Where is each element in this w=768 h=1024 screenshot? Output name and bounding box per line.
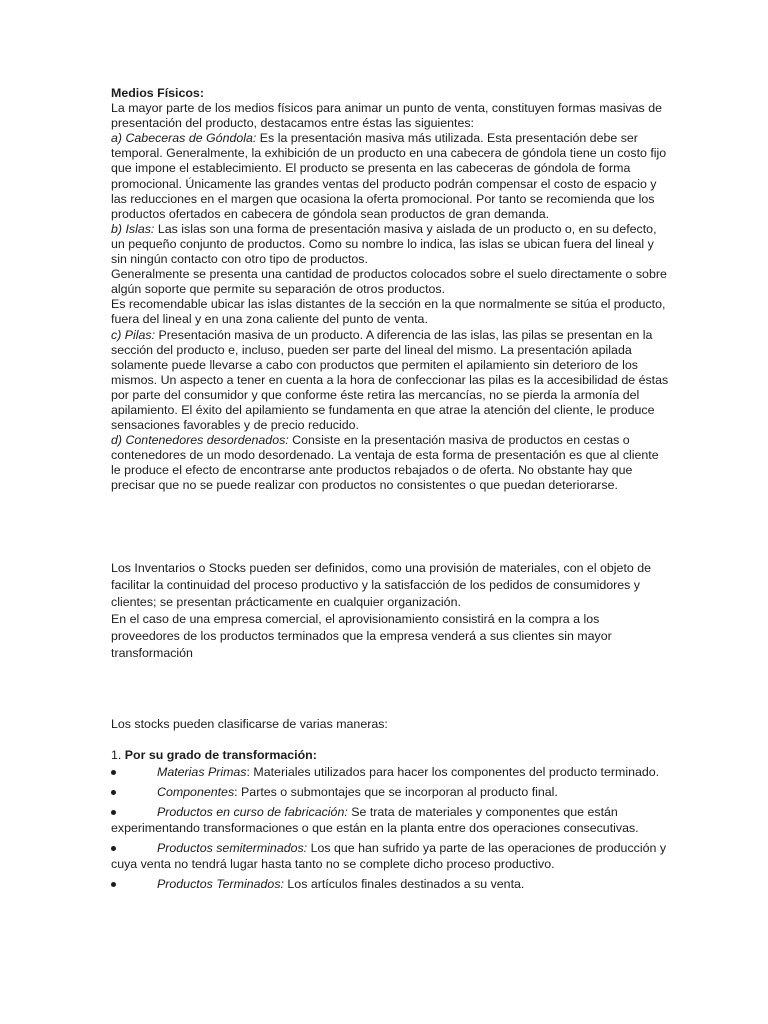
bullet-icon — [111, 810, 116, 815]
item-term: Productos Terminados: — [157, 877, 284, 891]
item-text: Presentación masiva de un producto. A diferencia de las islas, las pilas se presentan en la sección del producto e, incluso, pueden ser parte del lineal del mismo. La presentación apilada solamente puede llevarse a cabo con productos que permiten el apilamiento sin deterioro de los mismos. Un aspecto a tener en cuenta a la hora de confeccionar las pilas es la accesibilidad de éstas por parte del consumidor y que conforme éste retira las mercancías, no se pierda la armonía del apilamiento. El éxito del apilamiento se fundamenta en que atrae la atención del cliente, le produce sensaciones favorables y de precio reducido. — [111, 327, 669, 433]
item-text: Los que han sufrido ya parte de las operaciones de producción y cuya venta no tendrá lugar hasta tanto no se complete dicho proceso productivo. — [111, 841, 667, 871]
item-text: Consiste en la presentación masiva de productos en cestas o contenedores de un modo desordenado. La ventaja de esta forma de presentación es que al cliente le produce el efecto de encontrarse ante productos rebajados o de oferta. No obstante hay que precisar que no se puede realizar con productos no consistentes o que puedan deteriorarse. — [111, 433, 659, 493]
item-term: c) Pilas: — [111, 327, 156, 342]
bullet-icon — [111, 790, 116, 795]
medios-item — [111, 131, 671, 222]
item-text: Se trata de materiales y componentes que están experimentando transformaciones o que están en la planta entre dos operaciones consecutivas. — [111, 805, 639, 835]
medios-item — [111, 433, 671, 493]
item-term: d) Contenedores desordenados: — [111, 433, 289, 448]
medios-item — [111, 222, 671, 267]
classification-label: Por su grado de transformación: — [124, 748, 317, 762]
bullet-icon — [111, 882, 116, 887]
item-term: b) Islas: — [111, 221, 155, 236]
inventarios-section — [111, 560, 663, 662]
stocks-intro: Los stocks pueden clasificarse de varias maneras: — [111, 717, 388, 731]
bullet-icon — [111, 846, 116, 851]
classification-title — [111, 747, 671, 763]
item-text: Generalmente se presenta una cantidad de productos colocados sobre el suelo directamente o sobre algún soporte que permite su separación de otros productos. — [111, 267, 667, 297]
bullet-icon — [111, 770, 116, 775]
stocks-section — [111, 716, 671, 896]
item-term: Productos semiterminados: — [157, 841, 308, 855]
inventarios-paragraph: En el caso de una empresa comercial, el aprovisionamiento consistirá en la compra a los proveedores de los productos terminados que la empresa venderá a sus clientes sin mayor transformación — [111, 612, 612, 660]
item-text: : Materiales utilizados para hacer los componentes del producto terminado. — [246, 765, 660, 779]
item-term: a) Cabeceras de Góndola: — [111, 131, 257, 146]
medios-item — [111, 297, 671, 327]
medios-item — [111, 328, 671, 434]
item-text: Es la presentación masiva más utilizada. Esta presentación debe ser temporal. Generalmente, la exhibición de un producto en una cabecera de góndola tiene un costo fijo que impone el establecimiento. El producto se presenta en las cabeceras de góndola de forma promocional. Únicamente las grandes ventas del producto podrán compensar el costo de espacio y las reducciones en el margen que ocasiona la oferta promocional. Por tanto se recomienda que los productos ofertados en cabecera de góndola sean productos de gran demanda. — [111, 131, 667, 221]
item-text: : Partes o submontajes que se incorporan al producto final. — [234, 785, 558, 799]
list-item — [111, 840, 671, 872]
list-item — [111, 764, 671, 780]
item-text: Los artículos finales destinados a su venta. — [283, 877, 525, 891]
item-text: Es recomendable ubicar las islas distantes de la sección en la que normalmente se sitúa el producto, fuera del lineal y en una zona caliente del punto de venta. — [111, 297, 666, 327]
classification-number: 1. — [111, 748, 125, 762]
item-text: Las islas son una forma de presentación masiva y aislada de un producto o, en su defecto, un pequeño conjunto de productos. Como su nombre lo indica, las islas se ubican fuera del lineal y sin ningún contacto con otro tipo de productos. — [111, 221, 657, 267]
item-term: Materias Primas — [157, 765, 247, 779]
inventarios-paragraph: Los Inventarios o Stocks pueden ser definidos, como una provisión de materiales, con el objeto de facilitar la continuidad del proceso productivo y la satisfacción de los pedidos de consumidores y clientes; se presentan prácticamente en cualquier organización. — [111, 561, 652, 609]
item-term: Productos en curso de fabricación: — [157, 805, 348, 819]
medios-item — [111, 267, 671, 297]
list-item — [111, 804, 671, 836]
item-term: Componentes — [157, 785, 235, 799]
stock-types-list — [111, 764, 671, 892]
medios-fisicos-section — [111, 86, 671, 494]
section-heading: Medios Físicos: — [111, 86, 204, 100]
intro-paragraph: La mayor parte de los medios físicos para animar un punto de venta, constituyen formas masivas de presentación del producto, destacamos entre éstas las siguientes: — [111, 101, 662, 131]
list-item — [111, 784, 671, 800]
list-item — [111, 876, 671, 892]
